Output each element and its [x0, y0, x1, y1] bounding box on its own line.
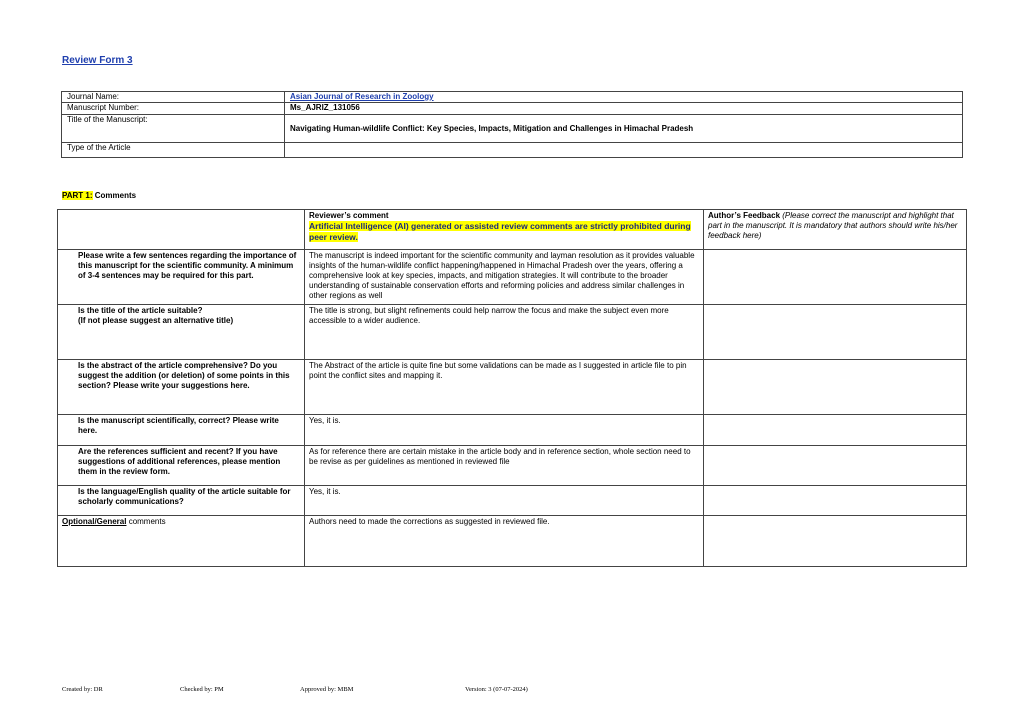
journal-name-link[interactable]: Asian Journal of Research in Zoology	[290, 92, 434, 101]
optional-feedback-cell[interactable]	[704, 516, 967, 567]
question-cell: Are the references sufficient and recent? If you have suggestions of additional references, please mention them in the review form.	[58, 446, 305, 486]
table-row	[58, 305, 967, 360]
ai-warning: Artificial Intelligence (AI) generated or assisted review comments are strictly prohibited during peer review.	[309, 221, 691, 242]
manuscript-title-label: Title of the Manuscript:	[62, 115, 285, 143]
reviewer-comment-cell: The manuscript is indeed important for the scientific community and layman resolution as it provides valuable insights of the human-wildlife conflict happening/happened in Himachal Pradesh over the years, offering a comprehensive look at key species, impacts, and mitigation strategies. It will contribute to the broader understanding of sustainable conservation efforts and reforming policies and address similar challenges in other regions as well	[305, 250, 704, 305]
question-cell: Is the title of the article suitable? (If not please suggest an alternative title)	[58, 305, 305, 360]
author-feedback-header	[704, 210, 967, 250]
question-cell: Please write a few sentences regarding the importance of this manuscript for the scientific community. A minimum of 3-4 sentences may be required for this part.	[58, 250, 305, 305]
question-cell: Is the language/English quality of the article suitable for scholarly communications?	[58, 486, 305, 516]
reviewer-comment-cell: As for reference there are certain mistake in the article body and in reference section, whole section need to be revise as per guidelines as mentioned in reviewed file	[305, 446, 704, 486]
manuscript-number-label: Manuscript Number:	[62, 103, 285, 115]
table-row	[58, 360, 967, 415]
reviewer-comment-cell: Yes, it is.	[305, 415, 704, 446]
table-row	[58, 250, 967, 305]
author-feedback-cell[interactable]	[704, 360, 967, 415]
manuscript-title-value: Navigating Human-wildlife Conflict: Key Species, Impacts, Mitigation and Challenges in Himachal Pradesh	[285, 115, 963, 143]
reviewer-comment-cell: The Abstract of the article is quite fine but some validations can be made as I suggested in article file to pin point the conflict sites and mapping it.	[305, 360, 704, 415]
article-type-label: Type of the Article	[62, 143, 285, 158]
reviewer-comment-cell: The title is strong, but slight refinements could help narrow the focus and make the subject even more accessible to a wider audience.	[305, 305, 704, 360]
journal-name-label: Journal Name:	[62, 92, 285, 103]
table-row	[58, 486, 967, 516]
manuscript-info-table	[61, 91, 963, 158]
question-cell: Is the abstract of the article comprehensive? Do you suggest the addition (or deletion) of some points in this section? Please write your suggestions here.	[58, 360, 305, 415]
manuscript-number-value: Ms_AJRIZ_131056	[285, 103, 963, 115]
optional-comment-cell: Authors need to made the corrections as suggested in reviewed file.	[305, 516, 704, 567]
footer-checked-by: Checked by: PM	[180, 686, 224, 693]
footer-version: Version: 3 (07-07-2024)	[465, 686, 528, 693]
table-row	[58, 516, 967, 567]
optional-label-bold: Optional/General	[62, 517, 127, 526]
author-feedback-title: Author’s Feedback	[708, 211, 781, 220]
reviewer-comment-cell: Yes, it is.	[305, 486, 704, 516]
author-feedback-cell[interactable]	[704, 250, 967, 305]
reviewer-comment-header	[305, 210, 704, 250]
author-feedback-cell[interactable]	[704, 415, 967, 446]
author-feedback-cell[interactable]	[704, 305, 967, 360]
author-feedback-note: (Please correct the manuscript and highlight that part in the manuscript. It is mandatory that authors should write his/her feedback here)	[708, 211, 958, 240]
header-empty-cell	[58, 210, 305, 250]
table-row	[58, 446, 967, 486]
optional-comments-label	[58, 516, 305, 567]
form-title: Review Form 3	[62, 55, 133, 66]
footer	[62, 686, 662, 698]
table-row	[58, 415, 967, 446]
question-cell: Is the manuscript scientifically, correct? Please write here.	[58, 415, 305, 446]
author-feedback-cell[interactable]	[704, 446, 967, 486]
optional-label-rest: comments	[126, 517, 166, 526]
article-type-value	[285, 143, 963, 158]
footer-approved-by: Approved by: MBM	[300, 686, 354, 693]
part1-heading	[62, 191, 136, 200]
author-feedback-cell[interactable]	[704, 486, 967, 516]
part1-prefix: PART 1:	[62, 191, 93, 200]
comments-table	[57, 209, 967, 567]
part1-title: Comments	[94, 191, 137, 200]
footer-created-by: Created by: DR	[62, 686, 103, 693]
reviewer-comment-title: Reviewer’s comment	[309, 211, 389, 220]
